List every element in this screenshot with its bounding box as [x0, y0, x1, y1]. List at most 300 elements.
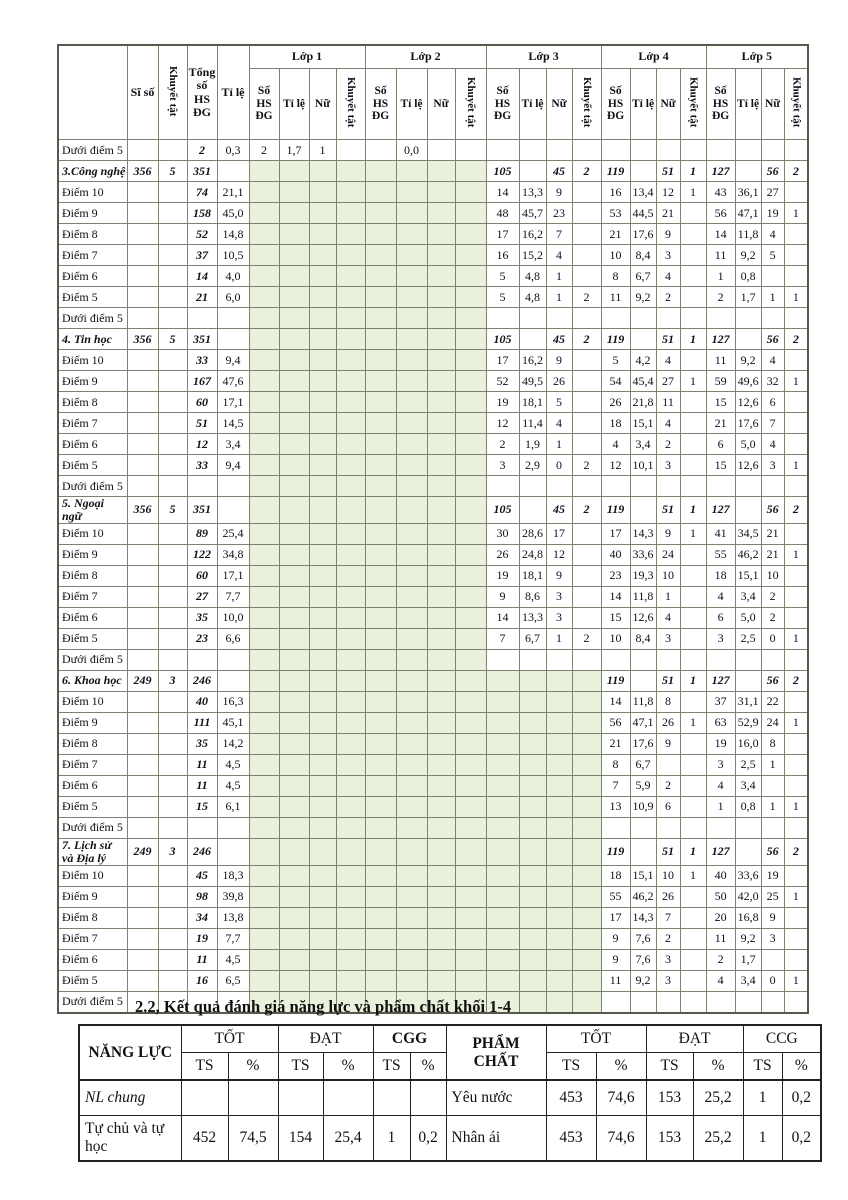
cell	[249, 182, 279, 203]
cell	[427, 266, 455, 287]
cell	[680, 565, 706, 586]
score-row	[58, 775, 808, 796]
cell: 44,5	[630, 203, 656, 224]
cell	[309, 907, 336, 928]
corner-cell	[58, 45, 127, 140]
cell	[784, 649, 808, 670]
cell	[279, 203, 309, 224]
cell: 39,8	[217, 886, 249, 907]
cell	[217, 497, 249, 524]
cell: 12	[546, 544, 572, 565]
cell	[249, 544, 279, 565]
cell: 249	[127, 670, 158, 691]
cell: 21	[187, 287, 217, 308]
cell: 1	[784, 455, 808, 476]
cell	[455, 907, 486, 928]
cell: 32	[761, 371, 784, 392]
cell: 3	[706, 754, 735, 775]
row-label: Điểm 8	[58, 733, 127, 754]
cell	[630, 497, 656, 524]
cell: 1	[546, 266, 572, 287]
sub-header-pct: %	[228, 1053, 278, 1081]
cell	[309, 308, 336, 329]
cell	[127, 203, 158, 224]
cell	[279, 886, 309, 907]
cell	[249, 371, 279, 392]
cell: 15,1	[735, 565, 761, 586]
cell: 51	[656, 838, 680, 865]
cell	[706, 476, 735, 497]
cell	[572, 371, 601, 392]
cell	[572, 670, 601, 691]
cell: 8,4	[630, 628, 656, 649]
cell: 11	[656, 392, 680, 413]
cell	[680, 308, 706, 329]
cell	[455, 817, 486, 838]
sub-header-ti-le: Tỉ lệ	[396, 69, 427, 140]
cell	[784, 350, 808, 371]
cell	[680, 928, 706, 949]
cell: 10,1	[630, 455, 656, 476]
cell: 26	[656, 886, 680, 907]
cell	[784, 266, 808, 287]
cell	[706, 817, 735, 838]
cell: 2	[572, 161, 601, 182]
cell	[601, 140, 630, 161]
cell	[455, 886, 486, 907]
cell	[427, 865, 455, 886]
score-row	[58, 796, 808, 817]
cell	[249, 565, 279, 586]
cell	[309, 392, 336, 413]
cell	[396, 308, 427, 329]
sub-header-pct: %	[323, 1053, 373, 1081]
cell	[546, 476, 572, 497]
group-header-dat-left: ĐẠT	[278, 1025, 373, 1053]
cell	[127, 649, 158, 670]
cell	[455, 712, 486, 733]
cell	[158, 775, 187, 796]
cell	[365, 182, 396, 203]
cell: 7,7	[217, 586, 249, 607]
cell	[127, 544, 158, 565]
cell	[249, 161, 279, 182]
cell: 15,1	[630, 865, 656, 886]
cell	[519, 838, 546, 865]
cell: 10	[656, 565, 680, 586]
cell: 13,4	[630, 182, 656, 203]
cell	[336, 161, 365, 182]
cell	[396, 586, 427, 607]
cell	[572, 413, 601, 434]
cell	[572, 775, 601, 796]
cell	[309, 928, 336, 949]
group-header-tot-left: TỐT	[181, 1025, 278, 1053]
cell	[784, 413, 808, 434]
cell	[249, 691, 279, 712]
cell	[187, 649, 217, 670]
cell	[519, 775, 546, 796]
cell	[158, 907, 187, 928]
cell: 10,5	[217, 245, 249, 266]
table-row	[79, 1080, 821, 1116]
cell	[680, 970, 706, 991]
cell	[365, 970, 396, 991]
cell	[572, 224, 601, 245]
cell	[486, 670, 519, 691]
cell	[187, 476, 217, 497]
cell	[735, 161, 761, 182]
row-label: Điểm 9	[58, 371, 127, 392]
row-label: Điểm 7	[58, 245, 127, 266]
cell	[279, 413, 309, 434]
cell	[336, 497, 365, 524]
cell: 17,1	[217, 392, 249, 413]
cell	[427, 928, 455, 949]
cell	[365, 565, 396, 586]
cell	[572, 266, 601, 287]
cell	[127, 287, 158, 308]
cell	[572, 245, 601, 266]
cell	[249, 287, 279, 308]
cell	[309, 287, 336, 308]
cell	[656, 308, 680, 329]
cell	[309, 838, 336, 865]
cell: 167	[187, 371, 217, 392]
cell: 2	[784, 161, 808, 182]
cell	[309, 607, 336, 628]
cell	[336, 245, 365, 266]
cell	[455, 329, 486, 350]
cell: 119	[601, 670, 630, 691]
cell	[396, 754, 427, 775]
cell	[249, 455, 279, 476]
cell	[455, 733, 486, 754]
cell	[279, 949, 309, 970]
cell	[486, 308, 519, 329]
cell	[680, 245, 706, 266]
cell	[309, 691, 336, 712]
cell	[572, 476, 601, 497]
cell: 246	[187, 670, 217, 691]
cell	[680, 392, 706, 413]
cell	[680, 607, 706, 628]
cell	[249, 224, 279, 245]
cell	[365, 544, 396, 565]
cell: 119	[601, 161, 630, 182]
cell: 60	[187, 392, 217, 413]
cell	[336, 733, 365, 754]
cell	[309, 970, 336, 991]
cell: 1,7	[279, 140, 309, 161]
score-row	[58, 691, 808, 712]
cell: 15	[187, 796, 217, 817]
cell: 12,6	[735, 392, 761, 413]
cell	[427, 140, 455, 161]
cell: 9	[656, 523, 680, 544]
cell	[706, 308, 735, 329]
cell: 12,6	[735, 455, 761, 476]
cell	[486, 140, 519, 161]
cell	[336, 287, 365, 308]
cell	[309, 817, 336, 838]
cell	[784, 775, 808, 796]
cell: 1	[706, 266, 735, 287]
cell	[455, 607, 486, 628]
cell	[249, 865, 279, 886]
cell: 54	[601, 371, 630, 392]
cell: 21	[706, 413, 735, 434]
cell	[396, 329, 427, 350]
cell: 56	[761, 329, 784, 350]
cell: 3	[546, 607, 572, 628]
cell: 2	[656, 928, 680, 949]
cell	[365, 691, 396, 712]
cell	[486, 796, 519, 817]
cell	[427, 565, 455, 586]
cell	[249, 586, 279, 607]
cell	[336, 586, 365, 607]
sub-header-nu: Nữ	[427, 69, 455, 140]
cell	[181, 1080, 228, 1116]
cell: 3	[546, 586, 572, 607]
cell	[630, 476, 656, 497]
row-label: Điểm 9	[58, 544, 127, 565]
cell	[546, 817, 572, 838]
cell	[373, 1080, 410, 1116]
cell: 17	[486, 224, 519, 245]
cell: 5	[486, 287, 519, 308]
cell: 2	[572, 497, 601, 524]
cell	[572, 754, 601, 775]
cell: 17,1	[217, 565, 249, 586]
cell: 9	[656, 733, 680, 754]
cell	[309, 670, 336, 691]
cell	[455, 287, 486, 308]
cell	[455, 350, 486, 371]
cell: 45	[546, 329, 572, 350]
cell	[427, 413, 455, 434]
cell	[680, 949, 706, 970]
cell	[546, 754, 572, 775]
cell: 17,6	[630, 733, 656, 754]
cell: 37	[187, 245, 217, 266]
cell	[309, 224, 336, 245]
cell	[279, 838, 309, 865]
cell	[455, 497, 486, 524]
cell: 21,8	[630, 392, 656, 413]
cell	[680, 224, 706, 245]
cell	[158, 544, 187, 565]
cell	[336, 203, 365, 224]
cell: 2	[784, 329, 808, 350]
cell: 31,1	[735, 691, 761, 712]
cell: 52	[187, 224, 217, 245]
cell	[365, 775, 396, 796]
row-label: Dưới điểm 5	[58, 991, 127, 1013]
row-label: Điểm 9	[58, 203, 127, 224]
score-row	[58, 712, 808, 733]
cell: 356	[127, 497, 158, 524]
cell: 6,7	[519, 628, 546, 649]
cell: 2	[486, 434, 519, 455]
score-row	[58, 649, 808, 670]
cell	[486, 691, 519, 712]
cell	[680, 991, 706, 1013]
cell	[680, 476, 706, 497]
cell	[365, 392, 396, 413]
cell	[127, 796, 158, 817]
row-label: Điểm 6	[58, 434, 127, 455]
cell: 356	[127, 161, 158, 182]
cell	[365, 329, 396, 350]
cell	[546, 733, 572, 754]
cell: 8	[601, 754, 630, 775]
cell	[427, 434, 455, 455]
cell: 24,8	[519, 544, 546, 565]
cell	[127, 266, 158, 287]
cell	[249, 712, 279, 733]
cell	[158, 817, 187, 838]
cell: 47,1	[735, 203, 761, 224]
cell	[455, 476, 486, 497]
cell	[309, 329, 336, 350]
cell	[336, 434, 365, 455]
cell	[656, 754, 680, 775]
cell: 74,6	[596, 1116, 646, 1162]
cell	[365, 308, 396, 329]
cell	[572, 991, 601, 1013]
cell: 15,1	[630, 413, 656, 434]
cell: 33	[187, 455, 217, 476]
cell: 2	[761, 607, 784, 628]
cell	[396, 203, 427, 224]
cell	[396, 434, 427, 455]
cell	[279, 523, 309, 544]
cell: 1	[784, 287, 808, 308]
cell: 452	[181, 1116, 228, 1162]
row-label: Dưới điểm 5	[58, 476, 127, 497]
sub-header-so-hs-dg: Số HS ĐG	[706, 69, 735, 140]
cell: 122	[187, 544, 217, 565]
cell: 33	[187, 350, 217, 371]
cell	[158, 712, 187, 733]
cell	[784, 224, 808, 245]
cell: 1,7	[735, 949, 761, 970]
cell: 47,1	[630, 712, 656, 733]
grade-table-body	[58, 140, 808, 1013]
cell	[396, 628, 427, 649]
cell: 4	[656, 350, 680, 371]
cell: 4,5	[217, 775, 249, 796]
cell	[158, 350, 187, 371]
cell	[158, 970, 187, 991]
cell: 16	[187, 970, 217, 991]
cell	[309, 245, 336, 266]
cell	[572, 523, 601, 544]
cell	[572, 586, 601, 607]
cell	[309, 434, 336, 455]
cell: 14	[601, 586, 630, 607]
cell	[249, 203, 279, 224]
cell: 4	[706, 970, 735, 991]
cell	[279, 565, 309, 586]
cell	[572, 203, 601, 224]
vertical-label: Khuyết tật	[167, 65, 179, 116]
cell: 5	[546, 392, 572, 413]
cell	[158, 245, 187, 266]
cell: 5	[761, 245, 784, 266]
cell: 9	[761, 907, 784, 928]
cell: 25	[761, 886, 784, 907]
cell	[279, 182, 309, 203]
cell: 47,6	[217, 371, 249, 392]
cell	[158, 691, 187, 712]
group-header-tot-right: TỐT	[546, 1025, 646, 1053]
cell	[365, 203, 396, 224]
cell: 12,6	[630, 607, 656, 628]
cell: 10,9	[630, 796, 656, 817]
cell: 6	[656, 796, 680, 817]
cell	[761, 649, 784, 670]
cell	[784, 949, 808, 970]
sub-header-ti-le: Tỉ lệ	[630, 69, 656, 140]
cell	[158, 476, 187, 497]
cell: 5,0	[735, 607, 761, 628]
cell: 1	[706, 796, 735, 817]
cell	[601, 308, 630, 329]
cell: 1	[373, 1116, 410, 1162]
cell	[735, 497, 761, 524]
cell	[455, 224, 486, 245]
cell: 45,1	[217, 712, 249, 733]
sub-header-khuyet-tat	[455, 69, 486, 140]
score-row	[58, 907, 808, 928]
cell	[158, 949, 187, 970]
cell	[784, 434, 808, 455]
cell	[336, 817, 365, 838]
cell: 21	[761, 523, 784, 544]
cell	[735, 476, 761, 497]
cell	[486, 476, 519, 497]
score-row	[58, 392, 808, 413]
cell	[427, 544, 455, 565]
cell	[309, 712, 336, 733]
row-label: 3.Công nghệ	[58, 161, 127, 182]
cell	[309, 586, 336, 607]
cell: 45,4	[630, 371, 656, 392]
sub-header-nu: Nữ	[656, 69, 680, 140]
cell	[279, 224, 309, 245]
cell	[427, 607, 455, 628]
cell	[572, 970, 601, 991]
cell	[735, 817, 761, 838]
cell	[127, 455, 158, 476]
cell	[158, 140, 187, 161]
row-label: 4. Tin học	[58, 329, 127, 350]
cell: 17,6	[630, 224, 656, 245]
cell: 16	[486, 245, 519, 266]
cell	[309, 544, 336, 565]
cell	[249, 970, 279, 991]
cell	[309, 754, 336, 775]
cell: 8,4	[630, 245, 656, 266]
sub-header-ts: TS	[181, 1053, 228, 1081]
score-row	[58, 224, 808, 245]
group-header-lop-5: Lớp 5	[706, 45, 808, 69]
cell	[680, 413, 706, 434]
cell: 3	[656, 245, 680, 266]
